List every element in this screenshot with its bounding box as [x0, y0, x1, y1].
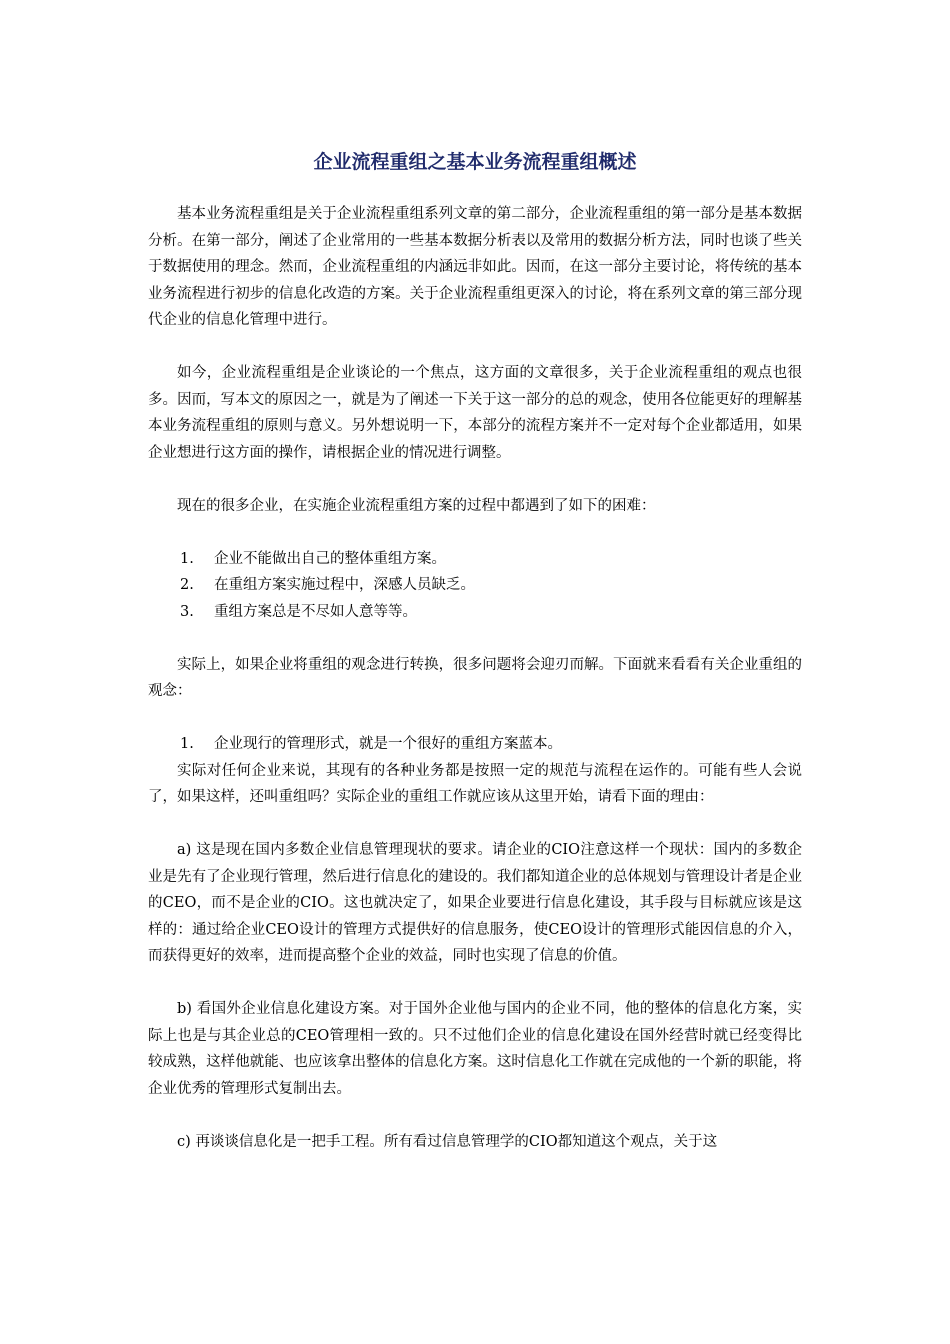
list-item [148, 572, 802, 599]
document-title: 企业流程重组之基本业务流程重组概述 [313, 151, 637, 173]
list-item-number: 2. [180, 577, 194, 593]
paragraph-difficulties: 现在的很多企业，在实施企业流程重组方案的过程中都遇到了如下的困难： [177, 497, 656, 514]
paragraph-background: 如今，企业流程重组是企业谈论的一个焦点，这方面的文章很多，关于企业流程重组的观点也很多。因而，写本文的原因之一，就是为了阐述一下关于这一部分的总的观念，使用各位能更好的理解基本业务流程重组的原则与意义。另外想说明一下，本部分的流程方案并不一定对每个企业都适用，如果企业想进行这方面的操作，请根据企业的情况进行调整。 [148, 365, 802, 461]
list-item-text: 企业不能做出自己的整体重组方案。 [214, 550, 446, 567]
paragraph-reason-c: c) 再谈谈信息化是一把手工程。所有看过信息管理学的CIO都知道这个观点，关于这 [177, 1133, 718, 1150]
paragraph-reason-a: a) 这是现在国内多数企业信息管理现状的要求。请企业的CIO注意这样一个现状：国内的多数企业是先有了企业现行管理，然后进行信息化的建设的。我们都知道企业的总体规划与管理设计者是企业的CEO，而不是企业的CIO。这也就决定了，如果企业要进行信息化建设，其手段与目标就应该是这样的：通过给企业CEO设计的管理方式提供好的信息服务，使CEO设计的管理形式能因信息的介入，而获得更好的效率，进而提高整个企业的效益，同时也实现了信息的价值。 [148, 842, 802, 964]
list-item [148, 546, 802, 573]
list-item-number: 1. [180, 550, 194, 567]
list-item-text: 重组方案总是不尽如人意等等。 [214, 603, 417, 620]
list-item-text: 在重组方案实施过程中，深感人员缺乏。 [214, 577, 475, 593]
paragraph-explanation: 实际对任何企业来说，其现有的各种业务都是按照一定的规范与流程在运作的。可能有些人会说了，如果这样，还叫重组吗？实际企业的重组工作就应该从这里开始，请看下面的理由： [148, 762, 802, 805]
list-item [148, 731, 802, 758]
list-item-number: 3. [180, 603, 194, 620]
paragraph-reason-b: b) 看国外企业信息化建设方案。对于国外企业他与国内的企业不同，他的整体的信息化方案，实际上也是与其企业总的CEO管理相一致的。只不过他们企业的信息化建设在国外经营时就已经变得比较成熟，这样他就能、也应该拿出整体的信息化方案。这时信息化工作就在完成他的一个新的职能，将企业优秀的管理形式复制出去。 [148, 1001, 802, 1097]
paragraph-concept: 实际上，如果企业将重组的观念进行转换，很多问题将会迎刃而解。下面就来看看有关企业重组的观念： [148, 656, 802, 699]
list-item [148, 599, 802, 626]
document-body [148, 201, 802, 1155]
paragraph-intro: 基本业务流程重组是关于企业流程重组系列文章的第二部分，企业流程重组的第一部分是基本数据分析。在第一部分，阐述了企业常用的一些基本数据分析表以及常用的数据分析方法，同时也谈了些关于数据使用的理念。然而，企业流程重组的内涵远非如此。因而，在这一部分主要讨论，将传统的基本业务流程进行初步的信息化改造的方案。关于企业流程重组更深入的讨论，将在系列文章的第三部分现代企业的信息化管理中进行。 [148, 206, 802, 328]
list-item-text: 企业现行的管理形式，就是一个很好的重组方案蓝本。 [214, 736, 562, 752]
list-item-number: 1. [180, 736, 194, 752]
